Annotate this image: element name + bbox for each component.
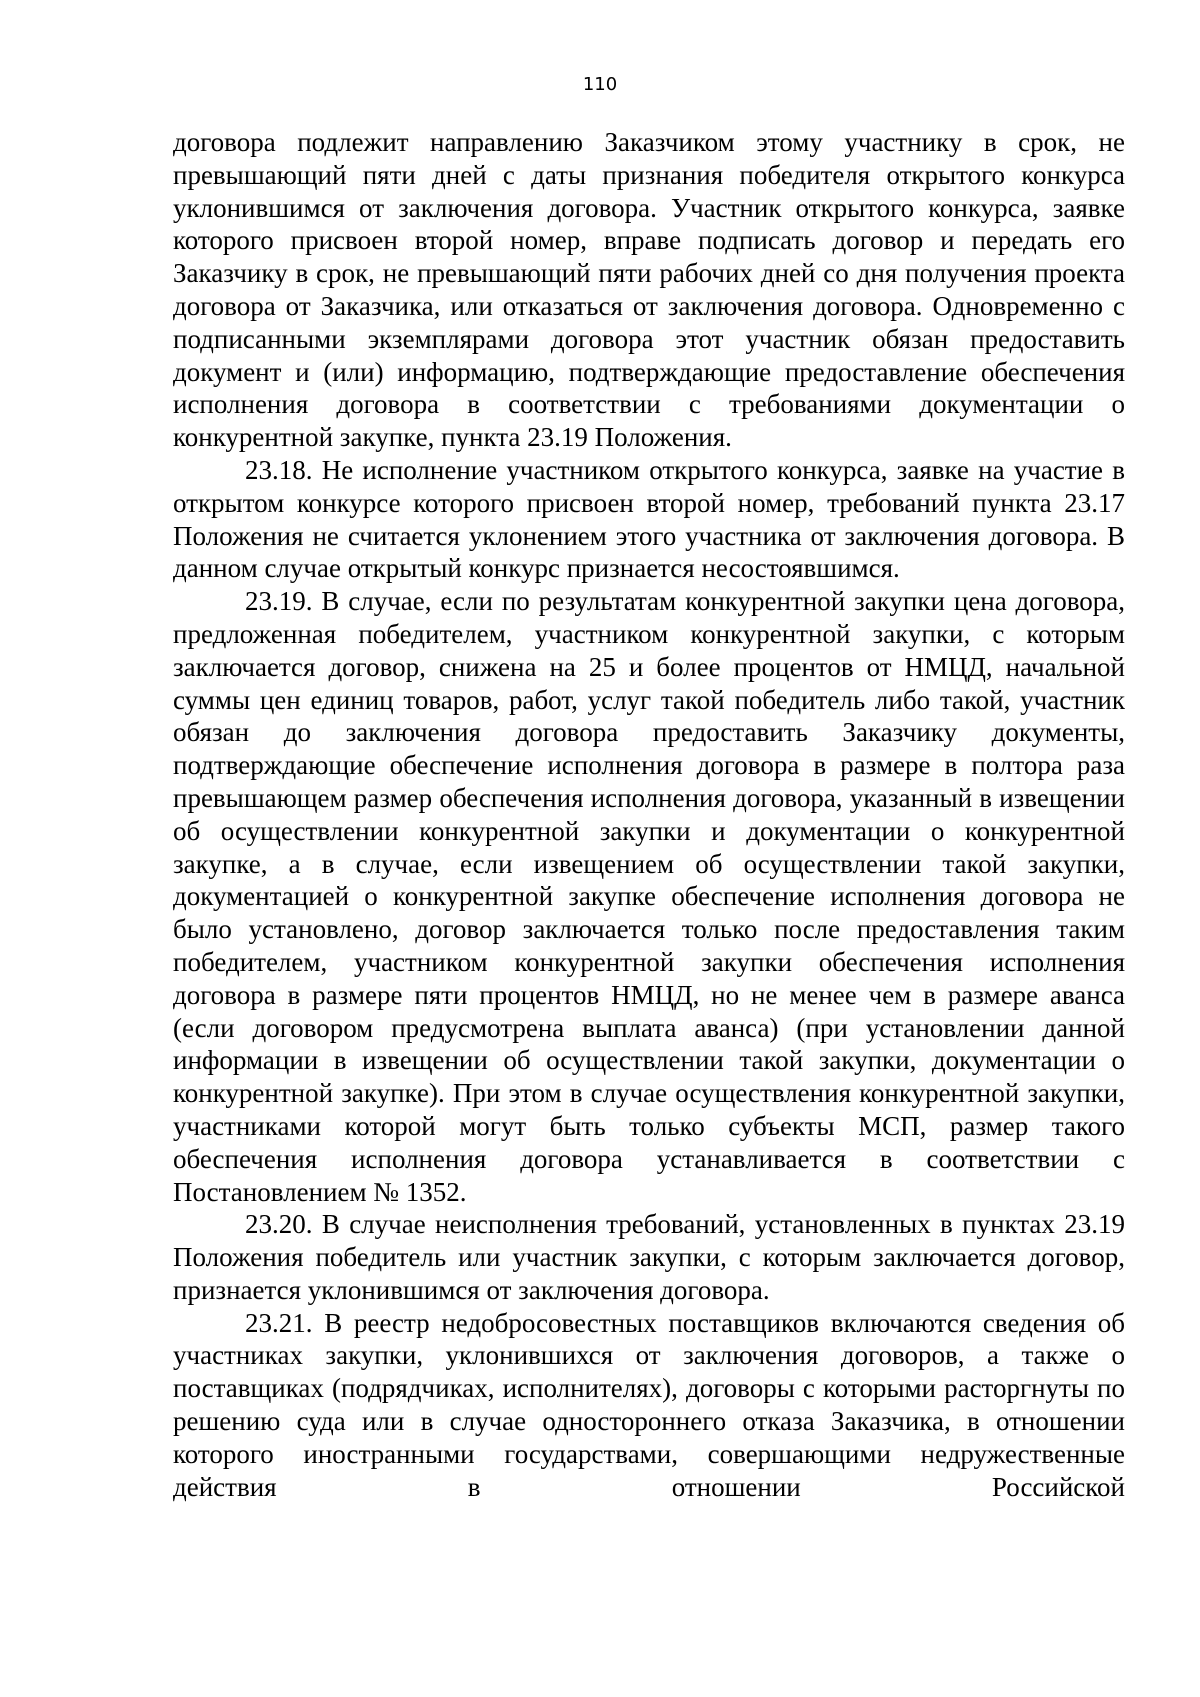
paragraph-clause-23-21: 23.21. В реестр недобросовестных поставщиков включаются сведения об участниках закупки, уклонившихся от заключения договоров, а также о поставщиках (подрядчиках, исполнителях), договоры с которыми расторгнуты по решению суда или в случае одностороннего отказа Заказчика, в отношении которого иностранными государствами, совершающими недружественные действия в отношении Российской: [173, 1307, 1125, 1502]
paragraph-clause-23-20: 23.20. В случае неисполнения требований, установленных в пунктах 23.19 Положения победитель или участник закупки, с которым заключается договор, признается уклонившимся от заключения договора.: [173, 1209, 1125, 1305]
paragraph-clause-23-19: 23.19. В случае, если по результатам конкурентной закупки цена договора, предложенная победителем, участником конкурентной закупки, с которым заключается договор, снижена на 25 и более процентов от НМЦД, начальной суммы цен единиц товаров, работ, услуг такой победитель либо такой, участник обязан до заключения договора предоставить Заказчику документы, подтверждающие обеспечение исполнения договора в размере в полтора раза превышающем размер обеспечения исполнения договора, указанный в извещении об осуществлении конкурентной закупки и документации о конкурентной закупке, а в случае, если извещением об осуществлении такой закупки, документацией о конкурентной закупке обеспечение исполнения договора не было установлено, договор заключается только после предоставления таким победителем, участником конкурентной закупки обеспечения исполнения договора в размере пяти процентов НМЦД, но не менее чем в размере аванса (если договором предусмотрена выплата аванса) (при установлении данной информации в извещении об осуществлении такой закупки, документации о конкурентной закупке). При этом в случае осуществления конкурентной закупки, участниками которой могут быть только субъекты МСП, размер такого обеспечения исполнения договора устанавливается в соответствии с Постановлением № 1352.: [173, 586, 1125, 1207]
paragraph-clause-23-18: 23.18. Не исполнение участником открытого конкурса, заявке на участие в открытом конкурсе которого присвоен второй номер, требований пункта 23.17 Положения не считается уклонением этого участника от заключения договора. В данном случае открытый конкурс признается несостоявшимся.: [173, 454, 1125, 584]
document-body: [173, 126, 1125, 1503]
paragraph-continuation: договора подлежит направлению Заказчиком этому участнику в срок, не превышающий пяти дней с даты признания победителя открытого конкурса уклонившимся от заключения договора. Участник открытого конкурса, заявке которого присвоен второй номер, вправе подписать договор и передать его Заказчику в срок, не превышающий пяти рабочих дней со дня получения проекта договора от Заказчика, или отказаться от заключения договора. Одновременно с подписанными экземплярами договора этот участник обязан предоставить документ и (или) информацию, подтверждающие предоставление обеспечения исполнения договора в соответствии с требованиями документации о конкурентной закупке, пункта 23.19 Положения.: [173, 127, 1125, 453]
page-number: 110: [582, 74, 618, 95]
